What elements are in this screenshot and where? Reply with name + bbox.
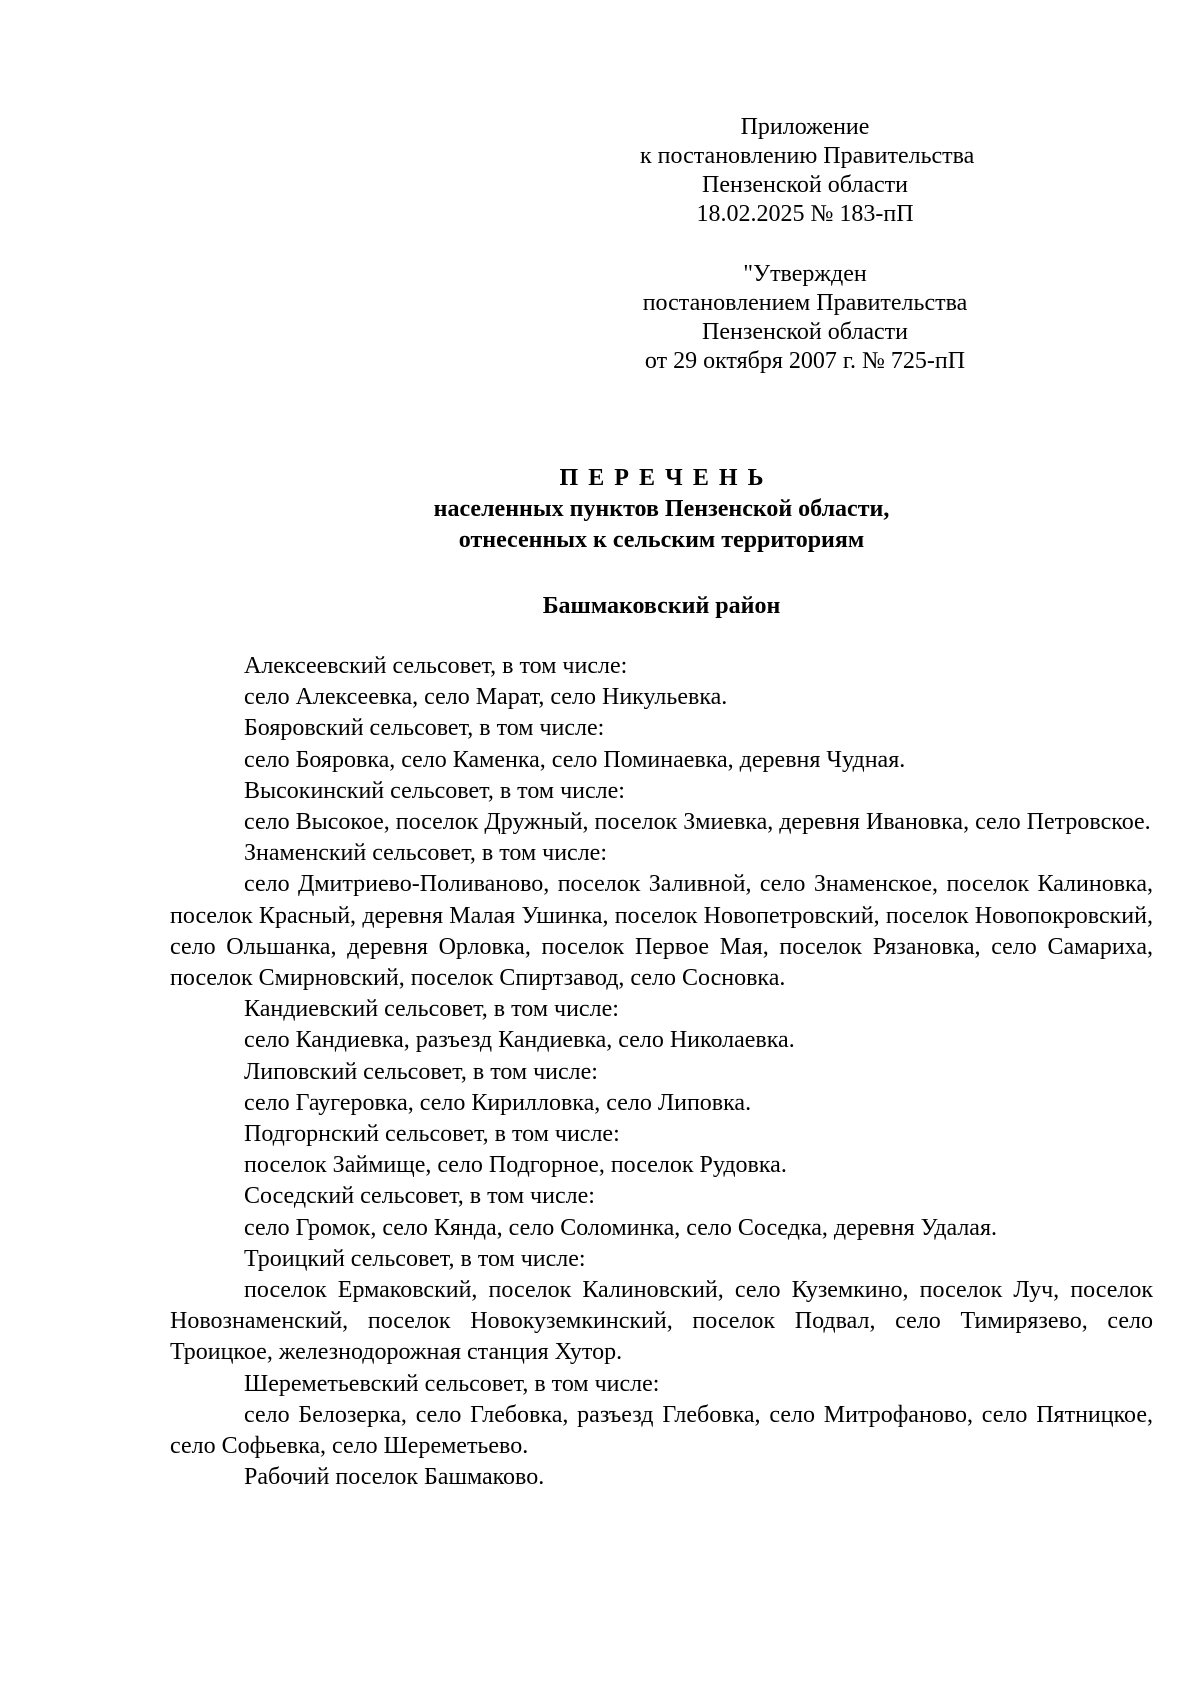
appendix-date-number: 18.02.2025 № 183-пП (696, 201, 914, 227)
settlements-paragraph: село Белозерка, село Глебовка, разъезд Глебовка, село Митрофаново, село Пятницкое, село Софьевка, село Шереметьево. (170, 1401, 1153, 1460)
council-heading: Троицкий сельсовет, в том числе: (244, 1245, 586, 1272)
appendix-region: Пензенской области (702, 172, 908, 198)
settlements-paragraph: село Громок, село Кянда, село Соломинка, село Соседка, деревня Удалая. (244, 1214, 997, 1241)
document-title (170, 463, 1153, 556)
block-gap (640, 229, 970, 260)
title-subtitle-1: населенных пунктов Пензенской области, (433, 496, 890, 522)
approved-reference: постановлением Правительства (642, 290, 968, 316)
council-heading: Бояровский сельсовет, в том числе: (244, 715, 605, 742)
settlements-paragraph: поселок Займище, село Подгорное, поселок Рудовка. (244, 1152, 787, 1179)
council-heading: Соседский сельсовет, в том числе: (244, 1183, 595, 1210)
appendix-block (640, 113, 975, 376)
settlements-paragraph: село Кандиевка, разъезд Кандиевка, село Николаевка. (244, 1027, 795, 1054)
district-heading: Башмаковский район (542, 593, 781, 619)
settlements-paragraph: село Высокое, поселок Дружный, поселок Змиевка, деревня Ивановка, село Петровское. (244, 809, 1151, 836)
settlements-paragraph: село Гаугеровка, село Кирилловка, село Липовка. (244, 1089, 752, 1116)
settlements-paragraph: поселок Ермаковский, поселок Калиновский, село Куземкино, поселок Луч, поселок Новознаменский, поселок Новокуземкинский, поселок Подвал, село Тимирязево, село Троицкое, железнодорожная станция Хутор. (170, 1277, 1153, 1366)
urban-settlement: Рабочий поселок Башмаково. (244, 1464, 545, 1491)
title-heading: ПЕРЕЧЕНЬ (559, 465, 774, 491)
council-heading: Алексеевский сельсовет, в том числе: (244, 653, 628, 679)
approved-date-number: от 29 октября 2007 г. № 725-пП (644, 348, 966, 374)
council-heading: Кандиевский сельсовет, в том числе: (244, 996, 619, 1023)
approved-region: Пензенской области (702, 319, 908, 345)
settlement-list (170, 651, 1153, 1493)
appendix-reference: к постановлению Правительства (640, 143, 975, 169)
settlements-paragraph: село Дмитриево-Поливаново, поселок Заливной, село Знаменское, поселок Калиновка, поселок Красный, деревня Малая Ушинка, поселок Новопетровский, поселок Новопокровский, село Ольшанка, деревня Орловка, поселок Первое Мая, поселок Рязановка, село Самариха, поселок Смирновский, поселок Спиртзавод, село Сосновка. (170, 871, 1153, 992)
title-subtitle-2: отнесенных к сельским территориям (458, 527, 865, 553)
council-heading: Знаменский сельсовет, в том числе: (244, 840, 607, 867)
council-heading: Подгорнский сельсовет, в том числе: (244, 1121, 620, 1148)
settlements-paragraph: село Бояровка, село Каменка, село Поминаевка, деревня Чудная. (244, 746, 906, 773)
approved-label: "Утвержден (743, 261, 867, 287)
council-heading: Липовский сельсовет, в том числе: (244, 1058, 598, 1085)
council-heading: Шереметьевский сельсовет, в том числе: (244, 1370, 660, 1397)
appendix-label: Приложение (740, 114, 870, 140)
council-heading: Высокинский сельсовет, в том числе: (244, 777, 625, 804)
settlements-paragraph: село Алексеевка, село Марат, село Никульевка. (244, 684, 728, 711)
